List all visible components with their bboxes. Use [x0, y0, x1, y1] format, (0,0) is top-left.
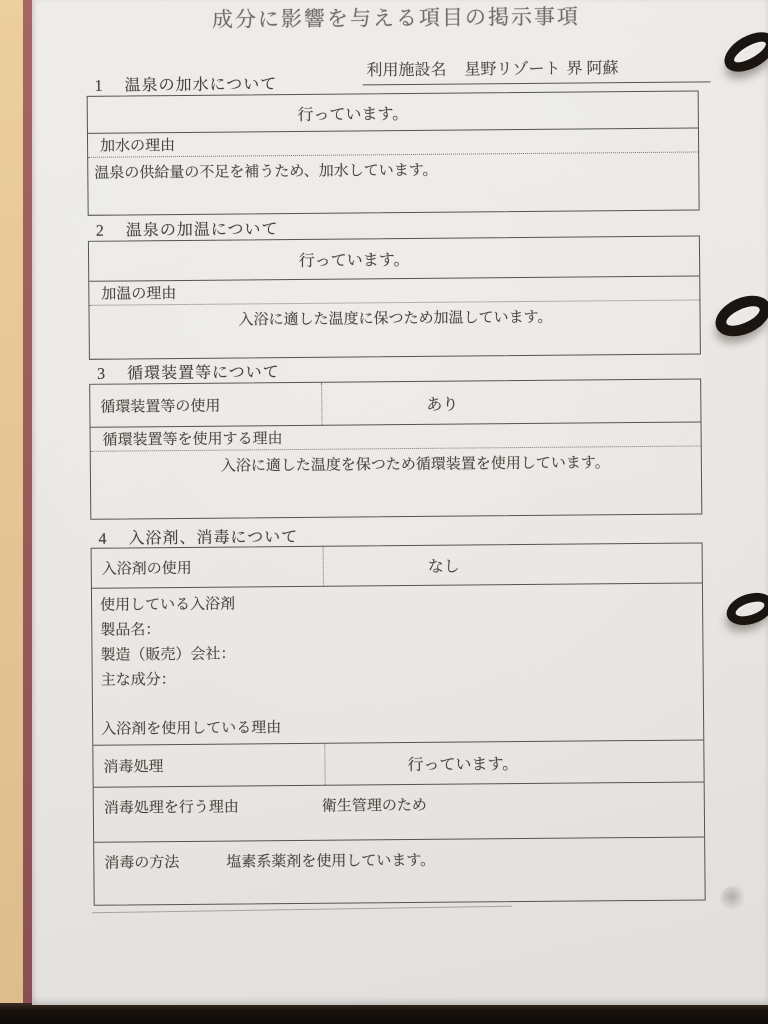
facility-label: 利用施設名: [366, 61, 447, 80]
shodoku-value: 行っています。: [407, 756, 519, 775]
shodoku-reason-value: 衛生管理のため: [321, 797, 427, 815]
facility-name-line: [362, 54, 710, 85]
punch-hole-shadow: [720, 886, 746, 910]
kasui-reason-label: 加水の理由: [88, 128, 698, 157]
section-1-title: 温泉の加水について: [124, 76, 278, 95]
junkan-reason-label: 循環装置等を使用する理由: [91, 422, 701, 451]
section-2-title: 温泉の加温について: [125, 221, 279, 240]
section-2-table: [88, 235, 701, 359]
section-1-number: 1: [94, 77, 104, 95]
section-3-title: 循環装置等について: [126, 364, 280, 383]
junkan-usage-value: あり: [426, 396, 459, 414]
section-4-title: 入浴剤、消毒について: [128, 528, 299, 548]
additive-line-3: 製造（販売）会社：: [100, 646, 236, 664]
shodoku-reason-label: 消毒処理を行う理由: [103, 799, 239, 817]
shodoku-method-label: 消毒の方法: [104, 855, 180, 872]
document-page: [32, 0, 768, 1005]
section-3-heading: [97, 359, 280, 384]
kaon-reason-text: 入浴に適した温度に保つため加温しています。: [238, 309, 553, 329]
section-1-heading: [94, 71, 277, 96]
additive-line-4: 主な成分：: [100, 672, 176, 689]
facility-branch: 界 阿蘇: [566, 60, 619, 78]
section-3-table: [89, 378, 702, 519]
binder-cover: [0, 0, 23, 1003]
nyuyokuzai-detail-block: [92, 583, 703, 745]
kasui-status-value: 行っています。: [88, 91, 698, 133]
section-2-heading: [96, 216, 279, 241]
junkan-reason-text: 入浴に適した温度を保つため循環装置を使用しています。: [220, 455, 610, 475]
section-4-heading: [98, 524, 298, 549]
section-4-table: [91, 542, 706, 905]
document-content: [28, 0, 768, 1008]
shodoku-label: 消毒処理: [93, 744, 325, 787]
nyuyokuzai-usage-value: なし: [427, 558, 460, 576]
section-2-number: 2: [95, 222, 105, 240]
next-sheet-edge: [92, 906, 512, 914]
document-title: 成分に影響を与える項目の掲示事項: [211, 4, 581, 32]
kasui-reason-text: 温泉の供給量の不足を補うため、加水しています。: [94, 162, 438, 182]
shodoku-method-value: 塩素系薬剤を使用しています。: [226, 852, 436, 871]
section-3-number: 3: [96, 365, 107, 383]
additive-line-1: 使用している入浴剤: [100, 596, 236, 614]
nyuyokuzai-usage-label: 入浴剤の使用: [92, 547, 324, 588]
section-4-number: 4: [98, 530, 108, 548]
kaon-status-value: 行っています。: [89, 236, 699, 281]
junkan-usage-label: 循環装置等の使用: [90, 383, 322, 427]
additive-line-2: 製品名：: [100, 622, 161, 639]
section-1-table: [87, 90, 700, 215]
facility-name: 星野リゾート: [464, 60, 561, 79]
kaon-reason-label: 加温の理由: [89, 276, 699, 305]
additive-reason-label: 入浴剤を使用している理由: [101, 720, 282, 738]
